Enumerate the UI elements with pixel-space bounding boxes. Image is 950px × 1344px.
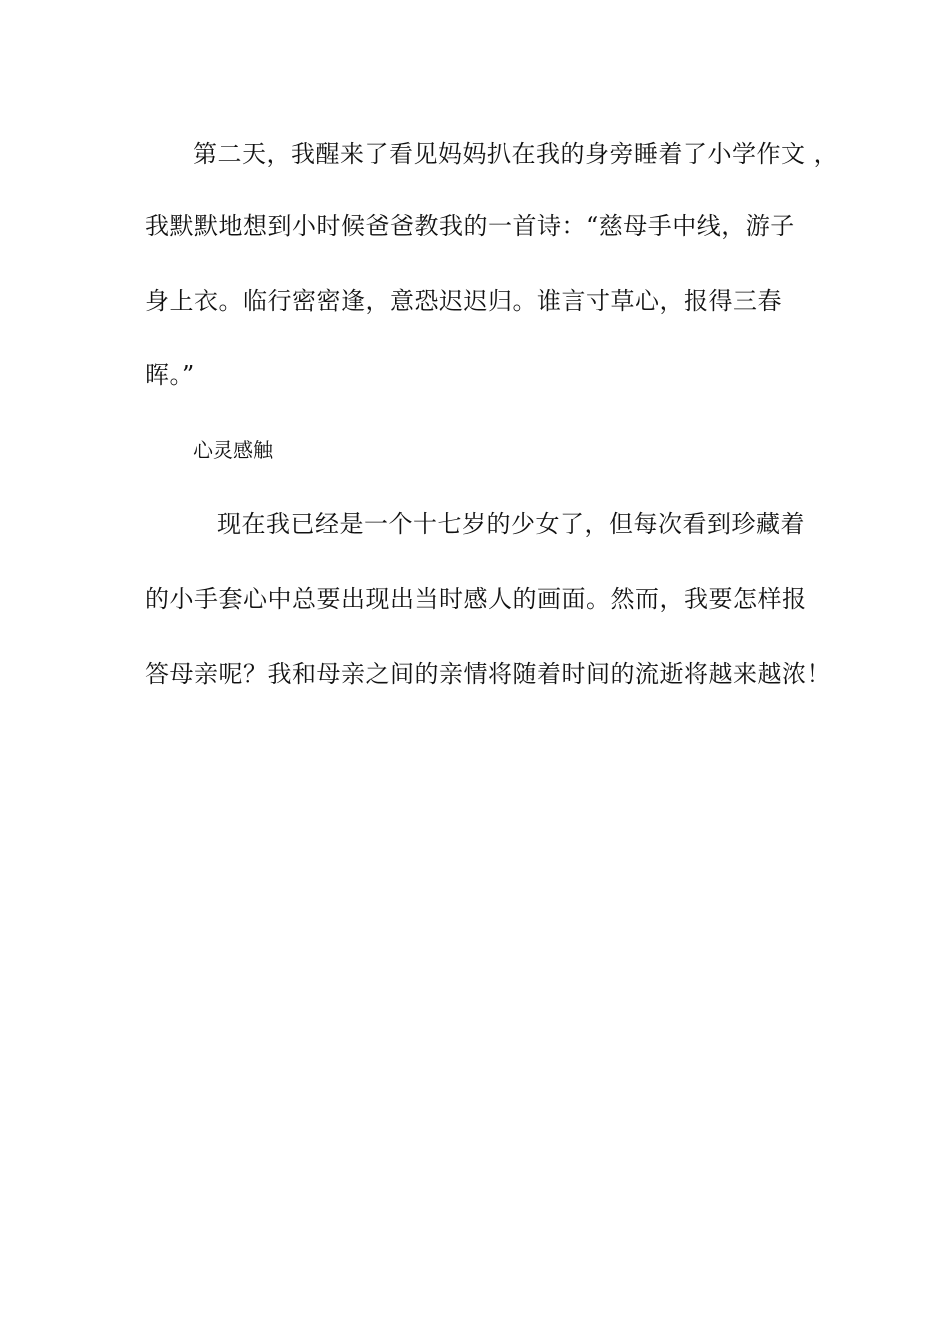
paragraph-2-line-1: 现在我已经是一个十七岁的少女了，但每次看到珍藏着 — [217, 510, 805, 538]
paragraph-1-line-4: 晖。” — [145, 361, 195, 389]
paragraph-2-line-2: 的小手套心中总要出现出当时感人的画面。然而，我要怎样报 — [145, 585, 807, 613]
section-heading: 心灵感触 — [193, 438, 273, 462]
paragraph-2-line-3: 答母亲呢？我和母亲之间的亲情将随着时间的流逝将越来越浓！ — [145, 660, 831, 688]
paragraph-1-line-2: 我默默地想到小时候爸爸教我的一首诗：“慈母手中线，游子 — [145, 212, 795, 240]
paragraph-1-line-1: 第二天，我醒来了看见妈妈扒在我的身旁睡着了小学作文 ， — [193, 140, 839, 168]
paragraph-1-line-3: 身上衣。临行密密逢，意恐迟迟归。谁言寸草心，报得三春 — [145, 287, 782, 315]
